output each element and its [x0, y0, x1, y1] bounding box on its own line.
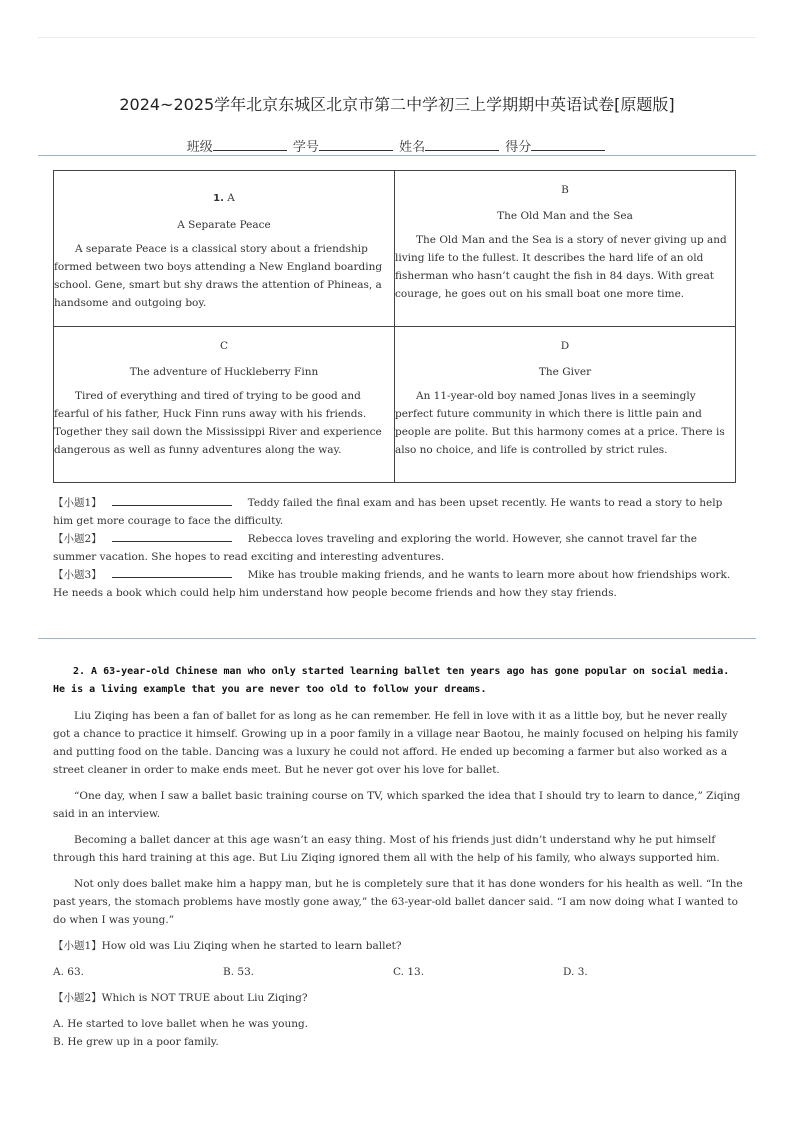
score-blank[interactable] [531, 138, 605, 151]
answer-blank-2[interactable] [112, 531, 232, 542]
question-number: 1. [213, 193, 224, 204]
article-paragraph: Not only does ballet make him a happy man, but he is completely sure that it has done wonders for his health as well. “In the past years, the stomach problems have mostly gone away,” the 63-year-old ballet dancer said. “I am now doing what I wanted to do when I was young.” [53, 878, 743, 926]
option-d[interactable]: D. 3. [563, 966, 588, 978]
student-info-line [0, 136, 794, 155]
passage-letter: C [219, 340, 229, 352]
name-label: 姓名 [399, 140, 426, 155]
option-a[interactable]: A. He started to love ballet when he was young. [53, 1018, 309, 1030]
article-paragraph: Becoming a ballet dancer at this age wasn’t an easy thing. Most of his friends just didn’t understand why he put himself through this hard training at this age. But Liu Ziqing ignored them all with the help of his family, who always supported him. [53, 834, 720, 864]
q2-sub1-question: 【小题1】How old was Liu Ziqing when he started to learn ballet? [53, 940, 402, 952]
option-c[interactable]: C. 13. [393, 966, 425, 978]
question-2 [53, 663, 743, 1051]
top-rule [38, 37, 756, 38]
passages-table [53, 170, 736, 483]
class-label: 班级 [186, 140, 213, 155]
passage-d [395, 327, 736, 483]
option-b[interactable]: B. He grew up in a poor family. [53, 1036, 219, 1048]
passage-letter: D [560, 340, 570, 352]
article-paragraph: Liu Ziqing has been a fan of ballet for as long as he can remember. He fell in love with it as a little boy, but he never really got a chance to practice it himself. Growing up in a poor family in a village near Baotou, he mainly focused on helping his family and putting food on the table. Dancing was a luxury he could not afford. He ended up becoming a farmer but also worked as a street cleaner in order to make ends meet. But he never got over his love for ballet. [53, 710, 739, 776]
q2-sub2-question: 【小题2】Which is NOT TRUE about Liu Ziqing? [53, 992, 308, 1004]
sub-text: Teddy failed the final exam and has been upset recently. He wants to read a story to help him get more courage to face the difficulty. [53, 497, 723, 527]
passage-text: The Old Man and the Sea is a story of never giving up and living life to the fullest. It describes the hard life of an old fisherman who hasn’t caught the fish in 84 days. With great courage, he goes out on his small boat one more time. [395, 234, 727, 300]
question-divider [38, 638, 756, 639]
passage-title: The adventure of Huckleberry Finn [129, 366, 319, 378]
passage-title: The Giver [538, 366, 592, 378]
passage-letter: B [561, 184, 569, 196]
passage-text: An 11-year-old boy named Jonas lives in a seemingly perfect future community in which there is little pain and people are polite. But this harmony comes at a price. There is also no choice, and life is controlled by strict rules. [395, 390, 725, 456]
option-b[interactable]: B. 53. [223, 966, 255, 978]
page-title: 2024~2025学年北京东城区北京市第二中学初三上学期期中英语试卷[原题版] [119, 95, 675, 114]
header-divider [38, 155, 756, 156]
answer-blank-1[interactable] [112, 495, 232, 506]
q1-sub1 [53, 494, 743, 530]
q1-sub3 [53, 566, 743, 602]
id-label: 学号 [292, 140, 319, 155]
passage-a [54, 171, 395, 327]
passage-text: A separate Peace is a classical story about a friendship formed between two boys attending a New England boarding school. Gene, smart but shy draws the attention of Phineas, a handsome and outgoing boy. [54, 243, 383, 309]
sub-label: 【小题1】 [53, 497, 102, 509]
sub-text: Mike has trouble making friends, and he wants to learn more about how friendships work. He needs a book which could help him understand how people become friends and how they stay friends. [53, 569, 731, 599]
q1-sub2 [53, 530, 743, 566]
passage-title: The Old Man and the Sea [497, 210, 633, 222]
class-blank[interactable] [213, 138, 287, 151]
question-2-heading: 2. A 63-year-old Chinese man who only started learning ballet ten years ago has gone popular on social media. He is a living example that you are never too old to follow your dreams. [53, 666, 730, 695]
answer-blank-3[interactable] [112, 567, 232, 578]
option-a[interactable]: A. 63. [53, 966, 84, 978]
sub-label: 【小题2】 [53, 533, 102, 545]
passage-letter: A [227, 192, 235, 204]
id-blank[interactable] [319, 138, 393, 151]
name-blank[interactable] [425, 138, 499, 151]
sub-text: Rebecca loves traveling and exploring the world. However, she cannot travel far the summer vacation. She hopes to read exciting and interesting adventures. [53, 533, 697, 563]
passage-c [54, 327, 395, 483]
sub-label: 【小题3】 [53, 569, 102, 581]
q2-sub1-options [53, 963, 743, 981]
q1-subquestions [53, 494, 743, 602]
score-label: 得分 [505, 140, 532, 155]
passage-title: A Separate Peace [177, 219, 271, 231]
article-paragraph: “One day, when I saw a ballet basic training course on TV, which sparked the idea that I should try to learn to dance,” Ziqing said in an interview. [53, 790, 741, 820]
passage-b [395, 171, 736, 327]
passage-text: Tired of everything and tired of trying to be good and fearful of his father, Huck Finn runs away with his friends. Together they sail down the Mississippi River and experience dangerous as well as funny adventures along the way. [54, 390, 382, 456]
